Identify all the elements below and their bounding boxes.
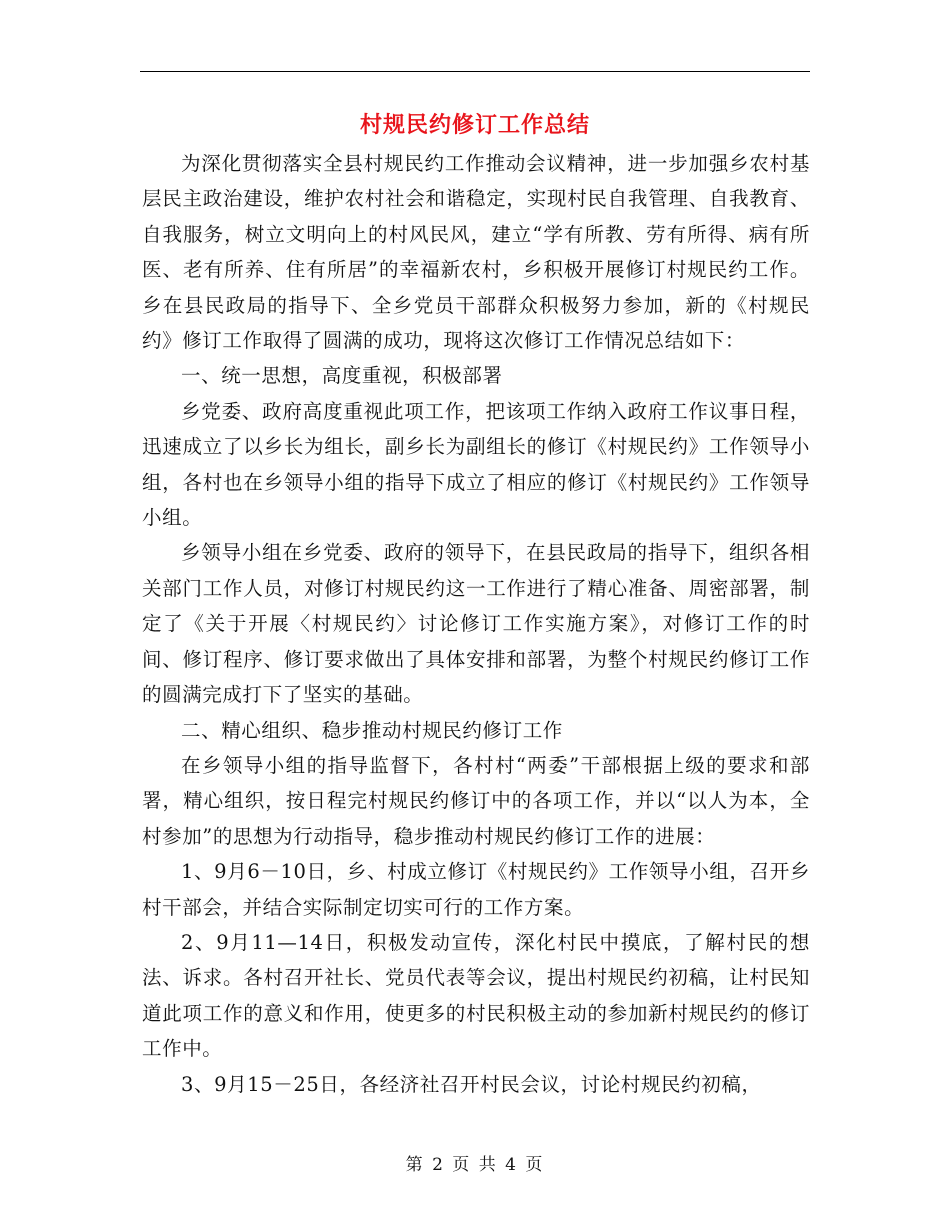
paragraph: 乡领导小组在乡党委、政府的领导下，在县民政局的指导下，组织各相关部门工作人员，对修订村规民约这一工作进行了精心准备、周密部署，制定了《关于开展〈村规民约〉讨论修订工作实施方案》，对修订工作的时间、修订程序、修订要求做出了具体安排和部署，为整个村规民约修订工作的圆满完成打下了坚实的基础。 (142, 541, 810, 707)
paragraph-intro: 为深化贯彻落实全县村规民约工作推动会议精神，进一步加强乡农村基层民主政治建设，维护农村社会和谐稳定，实现村民自我管理、自我教育、自我服务，树立文明向上的村风民风，建立“学有所教、劳有所得、病有所医、老有所养、住有所居”的幸福新农村，乡积极开展修订村规民约工作。乡在县民政局的指导下、全乡党员干部群众积极努力参加，新的《村规民约》修订工作取得了圆满的成功，现将这次修订工作情况总结如下： (142, 152, 810, 353)
section-heading-2: 二、精心组织、稳步推动村规民约修订工作 (181, 718, 563, 742)
page-footer: 第 2 页 共 4 页 (405, 1155, 545, 1175)
document-title: 村规民约修订工作总结 (359, 112, 590, 138)
paragraph: 在乡领导小组的指导监督下，各村村“两委”干部根据上级的要求和部署，精心组织，按日程完村规民约修订中的各项工作，并以“以人为本，全村参加”的思想为行动指导，稳步推动村规民约修订工作的进展： (142, 753, 810, 848)
paragraph: 乡党委、政府高度重视此项工作，把该项工作纳入政府工作议事日程，迅速成立了以乡长为组长，副乡长为副组长的修订《村规民约》工作领导小组，各村也在乡领导小组的指导下成立了相应的修订《村规民约》工作领导小组。 (142, 399, 810, 530)
list-item: 2、9月11—14日，积极发动宣传，深化村民中摸底，了解村民的想法、诉求。各村召开社长、党员代表等会议，提出村规民约初稿，让村民知道此项工作的意义和作用，使更多的村民积极主动的参加新村规民约的修订工作中。 (142, 930, 810, 1061)
header-rule (140, 71, 810, 72)
list-item: 1、9月6－10日，乡、村成立修订《村规民约》工作领导小组，召开乡村干部会，并结合实际制定切实可行的工作方案。 (142, 860, 810, 919)
list-item: 3、9月15－25日，各经济社召开村民会议，讨论村规民约初稿， (181, 1072, 762, 1096)
document-body (142, 146, 810, 1102)
section-heading-1: 一、统一思想，高度重视，积极部署 (181, 364, 503, 388)
